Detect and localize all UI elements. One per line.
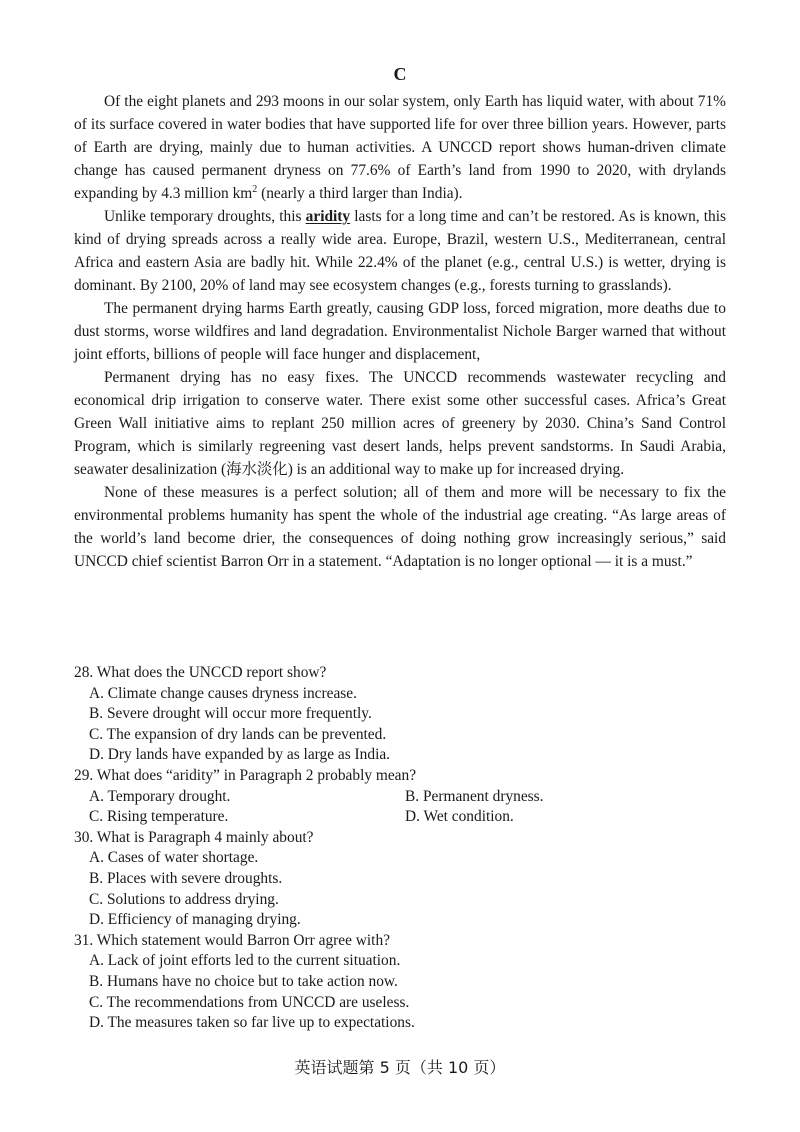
- question-28: [74, 663, 726, 766]
- option-d: D. Dry lands have expanded by as large as India.: [89, 746, 391, 764]
- question-stem: 28. What does the UNCCD report show?: [74, 664, 327, 681]
- paragraph-2-start: Unlike temporary droughts, this: [104, 208, 306, 225]
- option-c: C. The recommendations from UNCCD are useless.: [89, 993, 410, 1011]
- option-b: B. Places with severe droughts.: [89, 869, 283, 887]
- section-label: C: [393, 64, 407, 84]
- paragraph-2-end: lasts for a long time and can’t be restored. As is known, this kind of drying spreads across a really wide area. Europe, Brazil, western U.S., Mediterranean, central Africa and eastern Asia are badly hit. While 22.4% of the planet (e.g., central U.S.) is wetter, drying is dominant. By 2100, 20% of land may see ecosystem changes (e.g., forests turning to grasslands).: [74, 208, 726, 294]
- option-a: A. Climate change causes dryness increase.: [89, 684, 357, 702]
- question-31: [74, 931, 726, 1034]
- option-a: A. Cases of water shortage.: [89, 849, 259, 867]
- option-c: C. Solutions to address drying.: [89, 890, 279, 908]
- option-b: B. Permanent dryness.: [405, 787, 544, 805]
- paragraph-3: The permanent drying harms Earth greatly, causing GDP loss, forced migration, more deaths due to dust storms, worse wildfires and land degradation. Environmentalist Nichole Barger warned that without joint efforts, billions of people will face hunger and displacement,: [74, 300, 726, 363]
- option-a: A. Temporary drought.: [89, 787, 231, 805]
- question-list: [74, 663, 726, 1034]
- paragraph-2: [74, 205, 726, 297]
- page-footer: 英语试题第 5 页（共 10 页）: [294, 1058, 506, 1077]
- question-30: [74, 828, 726, 931]
- option-row: [74, 787, 726, 808]
- option-c: C. The expansion of dry lands can be prevented.: [89, 725, 387, 743]
- option-b: B. Severe drought will occur more frequently.: [89, 705, 372, 723]
- option-a: A. Lack of joint efforts led to the current situation.: [89, 952, 401, 970]
- keyword-aridity: aridity: [305, 208, 351, 225]
- question-stem: 29. What does “aridity” in Paragraph 2 probably mean?: [74, 766, 417, 784]
- reading-passage: [74, 90, 726, 573]
- superscript-2: 2: [252, 183, 258, 195]
- paragraph-5: None of these measures is a perfect solution; all of them and more will be necessary to fix the environmental problems humanity has spent the whole of the industrial age creating. “As large areas of the world’s land become drier, the consequences of doing nothing grow increasingly serious,” said UNCCD chief scientist Barron Orr in a statement. “Adaptation is no longer optional — it is a must.”: [74, 484, 726, 570]
- option-b: B. Humans have no choice but to take action now.: [89, 972, 398, 990]
- question-29: [74, 766, 726, 828]
- paragraph-1-end: (nearly a third larger than India).: [257, 185, 463, 202]
- paragraph-1-text: Of the eight planets and 293 moons in our solar system, only Earth has liquid water, with about 71% of its surface covered in water bodies that have supported life for over three billion years. However, parts of Earth are drying, mainly due to human activities. A UNCCD report shows human-driven climate change has caused permanent dryness on 77.6% of Earth’s land from 1990 to 2020, with drylands expanding by 4.3 million km: [74, 93, 726, 202]
- paragraph-1: [74, 90, 726, 205]
- question-stem: 31. Which statement would Barron Orr agree with?: [74, 931, 390, 949]
- paragraph-4: Permanent drying has no easy fixes. The UNCCD recommends wastewater recycling and economical drip irrigation to conserve water. There exist some other successful cases. Africa’s Great Green Wall initiative aims to replant 250 million acres of greenery by 2030. China’s Sand Control Program, which is similarly regreening vast desert lands, helps prevent sandstorms. In Saudi Arabia, seawater desalinization (海水淡化) is an additional way to make up for increased drying.: [74, 369, 726, 478]
- option-row: [74, 807, 726, 828]
- option-d: D. Wet condition.: [405, 808, 514, 826]
- option-c: C. Rising temperature.: [89, 808, 229, 826]
- option-d: D. The measures taken so far live up to expectations.: [89, 1014, 415, 1032]
- option-d: D. Efficiency of managing drying.: [89, 911, 301, 929]
- question-stem: 30. What is Paragraph 4 mainly about?: [74, 828, 314, 846]
